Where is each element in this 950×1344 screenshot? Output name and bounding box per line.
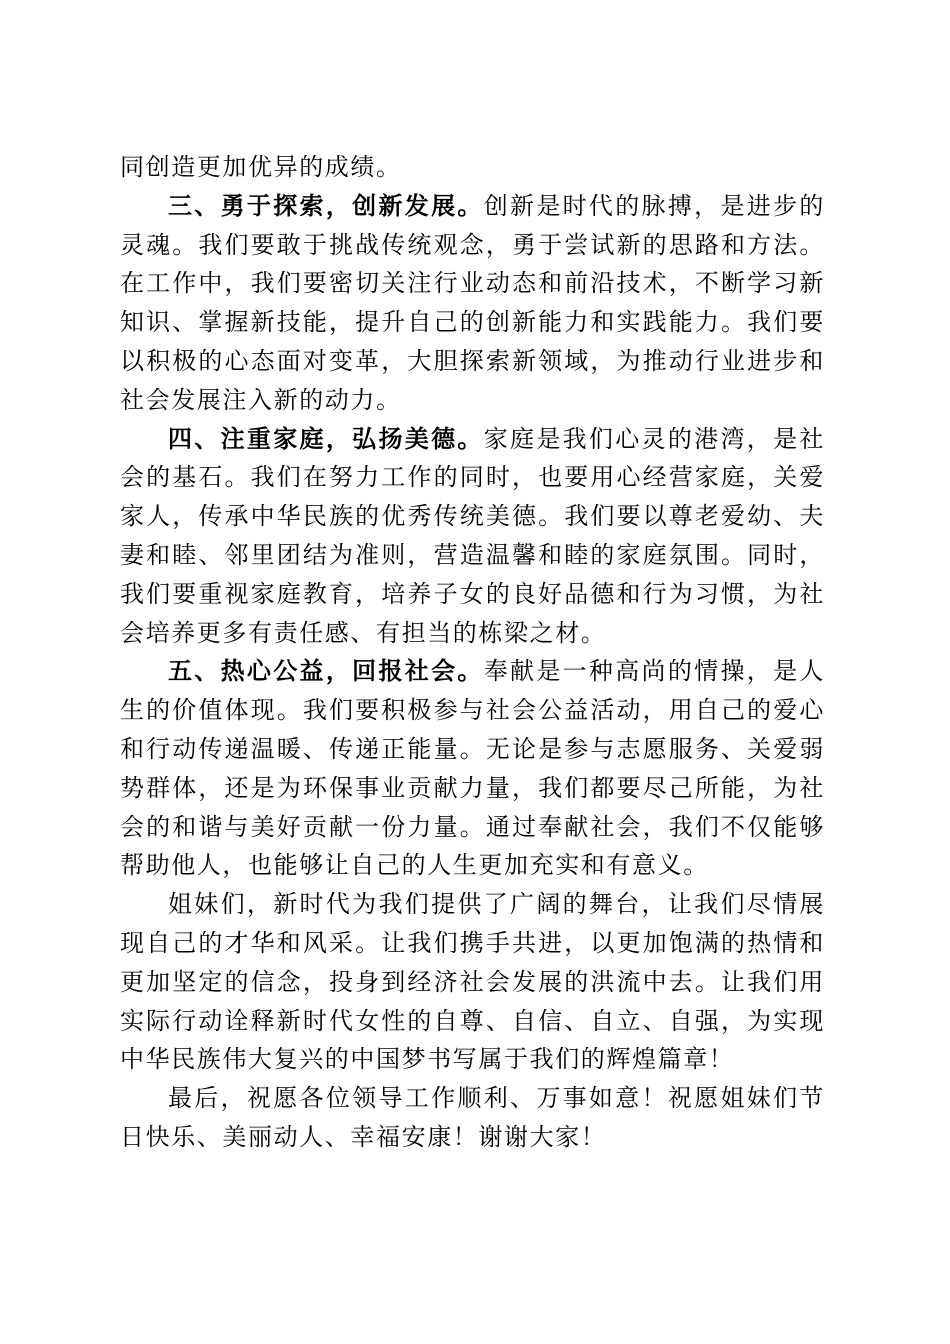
paragraph-family <box>120 420 825 653</box>
paragraph-continuation <box>120 148 825 187</box>
document-body <box>120 148 825 1157</box>
paragraph-text: 奉献是一种高尚的情操，是人生的价值体现。我们要积极参与社会公益活动，用自己的爱心和行动传递温暖、传递正能量。无论是参与志愿服务、关爱弱势群体，还是为环保事业贡献力量，我们都要尽己所能，为社会的和谐与美好贡献一份力量。通过奉献社会，我们不仅能够帮助他人，也能够让自己的人生更加充实和有意义。 <box>120 657 825 880</box>
paragraph-charity <box>120 652 825 885</box>
paragraph-text: 同创造更加优异的成绩。 <box>120 153 402 181</box>
paragraph-text: 姐妹们，新时代为我们提供了广阔的舞台，让我们尽情展现自己的才华和风采。让我们携手共进，以更加饱满的热情和更加坚定的信念，投身到经济社会发展的洪流中去。让我们用实际行动诠释新时代女性的自尊、自信、自立、自强，为实现中华民族伟大复兴的中国梦书写属于我们的辉煌篇章！ <box>120 890 825 1074</box>
paragraph-closing <box>120 1079 825 1157</box>
section-heading-family: 四、注重家庭，弘扬美德。 <box>168 424 484 453</box>
paragraph-innovation <box>120 187 825 420</box>
section-heading-innovation: 三、勇于探索，创新发展。 <box>168 191 484 220</box>
paragraph-sisters <box>120 885 825 1079</box>
paragraph-text: 最后，祝愿各位领导工作顺利、万事如意！祝愿姐妹们节日快乐、美丽动人、幸福安康！谢谢大家！ <box>120 1084 825 1151</box>
section-heading-charity: 五、热心公益，回报社会。 <box>168 657 484 686</box>
paragraph-text: 家庭是我们心灵的港湾，是社会的基石。我们在努力工作的同时，也要用心经营家庭，关爱家人，传承中华民族的优秀传统美德。我们要以尊老爱幼、夫妻和睦、邻里团结为准则，营造温馨和睦的家庭氛围。同时，我们要重视家庭教育，培养子女的良好品德和行为习惯，为社会培养更多有责任感、有担当的栋梁之材。 <box>120 424 825 647</box>
paragraph-text: 创新是时代的脉搏，是进步的灵魂。我们要敢于挑战传统观念，勇于尝试新的思路和方法。在工作中，我们要密切关注行业动态和前沿技术，不断学习新知识、掌握新技能，提升自己的创新能力和实践能力。我们要以积极的心态面对变革，大胆探索新领域，为推动行业进步和社会发展注入新的动力。 <box>120 191 825 414</box>
